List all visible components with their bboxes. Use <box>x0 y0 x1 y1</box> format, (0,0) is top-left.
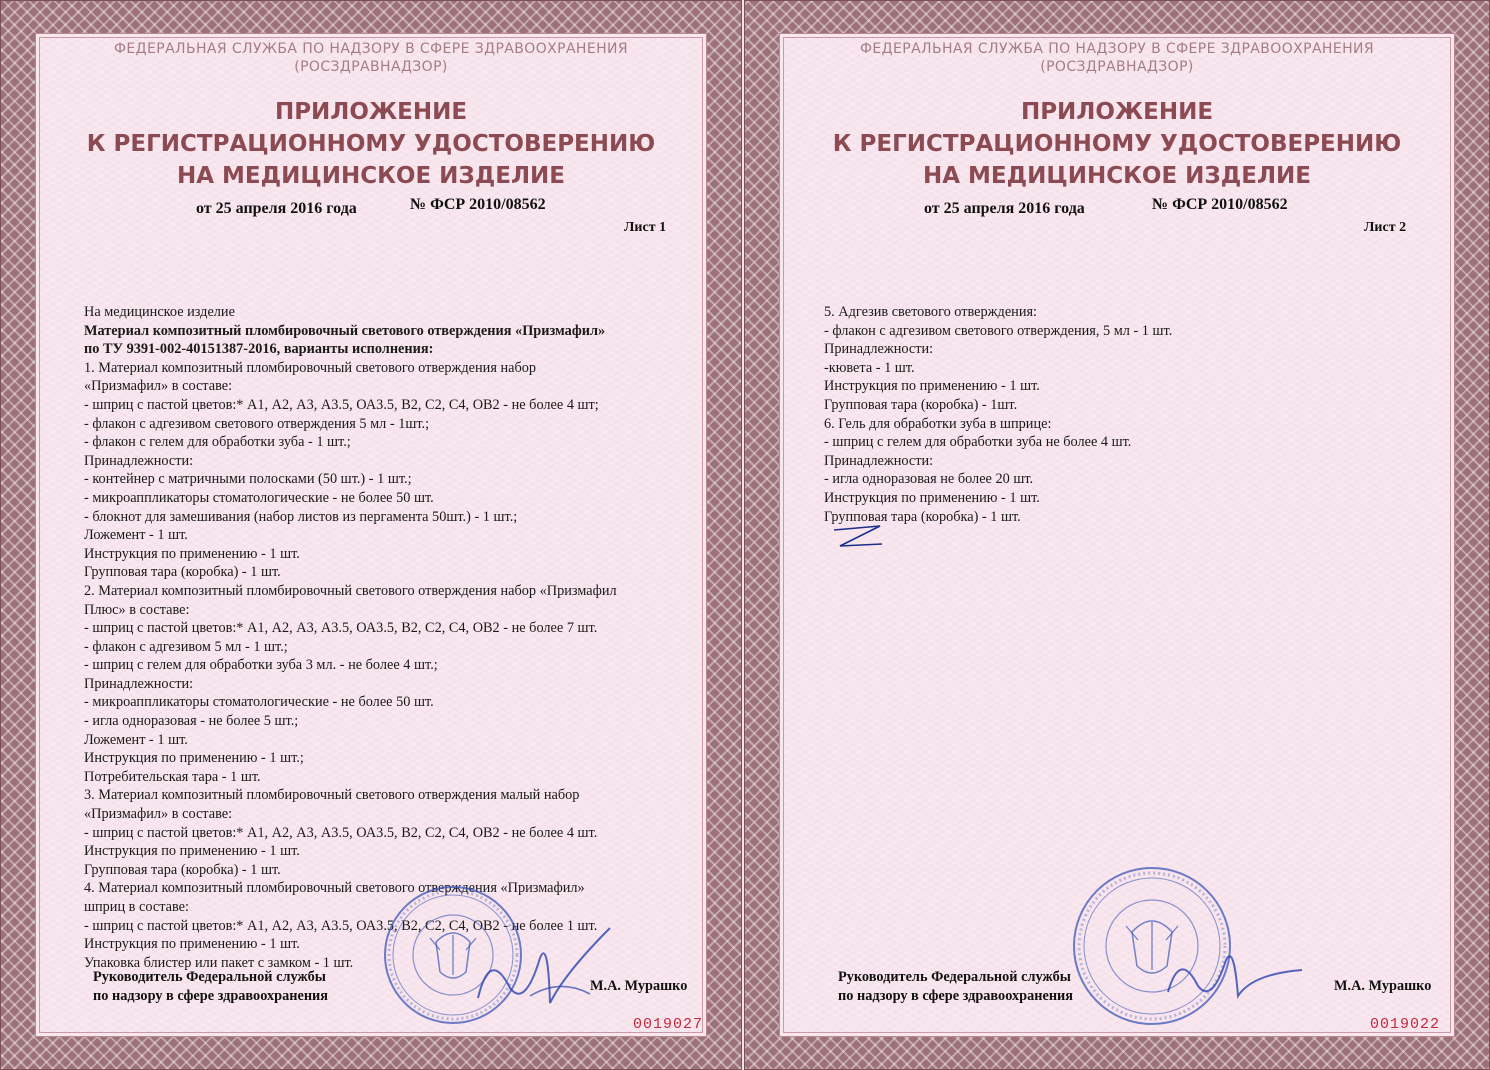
body-line: 2. Материал композитный пломбировочный светового отверждения набор «Призмафил <box>84 582 617 599</box>
z-strike-mark-icon <box>830 522 886 552</box>
signatory-title-line: по надзору в сфере здравоохранения <box>93 987 329 1004</box>
body-line: Инструкция по применению - 1 шт. <box>824 378 1040 395</box>
sheet-number: Лист 2 <box>1364 220 1407 235</box>
agency-short-name: (РОСЗДРАВНАДЗОР) <box>1040 59 1194 75</box>
signature-icon <box>1160 930 1310 1010</box>
sheet-1-body <box>84 303 617 972</box>
signature-icon <box>470 918 620 1013</box>
document-title: ПРИЛОЖЕНИЕ <box>274 99 468 125</box>
body-line: Принадлежности: <box>84 675 194 692</box>
body-line: Принадлежности: <box>84 452 194 469</box>
body-line: «Призмафил» в составе: <box>84 378 233 395</box>
body-line: Инструкция по применению - 1 шт. <box>84 843 300 860</box>
sheet-number: Лист 1 <box>624 220 667 235</box>
signatory-title <box>93 968 328 1005</box>
body-line: Инструкция по применению - 1 шт. <box>84 936 300 953</box>
registration-number: № ФСР 2010/08562 <box>410 196 546 213</box>
body-line: - микроаппликаторы стоматологические - не более 50 шт. <box>84 694 434 711</box>
signatory-title-line: по надзору в сфере здравоохранения <box>838 987 1074 1004</box>
body-line: - игла одноразовая не более 20 шт. <box>824 471 1034 488</box>
agency-name: ФЕДЕРАЛЬНАЯ СЛУЖБА ПО НАДЗОРУ В СФЕРЕ ЗДРАВООХРАНЕНИЯ <box>113 41 629 57</box>
issue-date: от 25 апреля 2016 года <box>924 200 1085 217</box>
body-line: Инструкция по применению - 1 шт. <box>84 545 300 562</box>
body-line: 6. Гель для обработки зуба в шприце: <box>824 415 1052 432</box>
document-title: ПРИЛОЖЕНИЕ <box>1020 99 1214 125</box>
body-line: Потребительская тара - 1 шт. <box>84 768 261 785</box>
body-line: Групповая тара (коробка) - 1шт. <box>824 396 1018 413</box>
body-line: - шприц с пастой цветов:* А1, А2, А3, А3.5, ОА3.5, В2, С2, С4, ОВ2 - не более 4 шт. <box>84 824 598 841</box>
body-line: - флакон с гелем для обработки зуба - 1 шт.; <box>84 434 351 451</box>
body-line: - микроаппликаторы стоматологические - не более 50 шт. <box>84 489 434 506</box>
body-line: - шприц с гелем для обработки зуба не более 4 шт. <box>824 434 1132 451</box>
document-subtitle-2: НА МЕДИЦИНСКОЕ ИЗДЕЛИЕ <box>176 163 566 189</box>
body-line: - флакон с адгезивом 5 мл - 1 шт.; <box>84 638 288 655</box>
serial-number: 0019027 <box>633 1016 704 1033</box>
body-line: Групповая тара (коробка) - 1 шт. <box>84 861 281 878</box>
body-line: Инструкция по применению - 1 шт. <box>824 489 1040 506</box>
sheet-2-body <box>824 303 1172 526</box>
body-line: - шприц с гелем для обработки зуба 3 мл. - не более 4 шт.; <box>84 657 438 674</box>
body-line: - блокнот для замешивания (набор листов из пергамента 50шт.) - 1 шт.; <box>84 508 518 525</box>
signatory-title-line: Руководитель Федеральной службы <box>838 969 1071 985</box>
agency-name: ФЕДЕРАЛЬНАЯ СЛУЖБА ПО НАДЗОРУ В СФЕРЕ ЗДРАВООХРАНЕНИЯ <box>859 41 1375 57</box>
body-line: -кювета - 1 шт. <box>824 359 915 376</box>
body-line: Плюс» в составе: <box>84 601 190 618</box>
body-line: «Призмафил» в составе: <box>84 806 233 823</box>
body-line: Групповая тара (коробка) - 1 шт. <box>84 564 281 581</box>
body-line: - игла одноразовая - не более 5 шт.; <box>84 713 299 730</box>
registration-number: № ФСР 2010/08562 <box>1152 196 1288 213</box>
body-line: шприц в составе: <box>84 899 189 915</box>
body-line: - флакон с адгезивом светового отверждения, 5 мл - 1 шт. <box>824 322 1173 339</box>
body-line: Упаковка блистер или пакет с замком - 1 шт. <box>84 954 354 971</box>
body-line: 1. Материал композитный пломбировочный светового отверждения набор <box>84 359 537 376</box>
body-line: - шприц с пастой цветов:* А1, А2, А3, А3.5, ОА3.5, В2, С2, С4, ОВ2 - не более 7 шт. <box>84 620 598 637</box>
body-line: 4. Материал композитный пломбировочный светового отверждения «Призмафил» <box>84 880 585 897</box>
signatory-name: М.А. Мурашко <box>590 978 688 994</box>
body-line: по ТУ 9391-002-40151387-2016, варианты исполнения: <box>84 341 434 358</box>
body-line: 3. Материал композитный пломбировочный светового отверждения малый набор <box>84 787 580 804</box>
body-line: Ложемент - 1 шт. <box>84 527 188 544</box>
body-line: Инструкция по применению - 1 шт.; <box>84 750 304 767</box>
signatory-title-line: Руководитель Федеральной службы <box>93 969 326 985</box>
body-line: - шприц с пастой цветов:* А1, А2, А3, А3.5, ОА3.5, В2, С2, С4, ОВ2 - не более 1 шт. <box>84 917 598 934</box>
signatory-name: М.А. Мурашко <box>1334 978 1432 994</box>
body-line: - флакон с адгезивом светового отверждения 5 мл - 1шт.; <box>84 415 430 432</box>
body-line: Групповая тара (коробка) - 1 шт. <box>824 508 1021 525</box>
serial-number: 0019022 <box>1370 1016 1441 1033</box>
document-subtitle: К РЕГИСТРАЦИОННОМУ УДОСТОВЕРЕНИЮ <box>832 131 1402 157</box>
document-subtitle: К РЕГИСТРАЦИОННОМУ УДОСТОВЕРЕНИЮ <box>86 131 656 157</box>
body-line: На медицинское изделие <box>84 304 235 320</box>
body-line: Ложемент - 1 шт. <box>84 731 188 748</box>
signatory-title <box>838 968 1073 1005</box>
agency-short-name: (РОСЗДРАВНАДЗОР) <box>294 59 448 75</box>
document-subtitle-2: НА МЕДИЦИНСКОЕ ИЗДЕЛИЕ <box>922 163 1312 189</box>
issue-date: от 25 апреля 2016 года <box>196 200 357 217</box>
body-line: Принадлежности: <box>824 452 934 469</box>
body-line: Материал композитный пломбировочный светового отверждения «Призмафил» <box>84 322 606 339</box>
body-line: Принадлежности: <box>824 341 934 358</box>
body-line: 5. Адгезив светового отверждения: <box>824 304 1038 320</box>
body-line: - контейнер с матричными полосками (50 шт.) - 1 шт.; <box>84 471 412 488</box>
body-line: - шприц с пастой цветов:* А1, А2, А3, А3.5, ОА3.5, В2, С2, С4, ОВ2 - не более 4 шт; <box>84 396 599 413</box>
